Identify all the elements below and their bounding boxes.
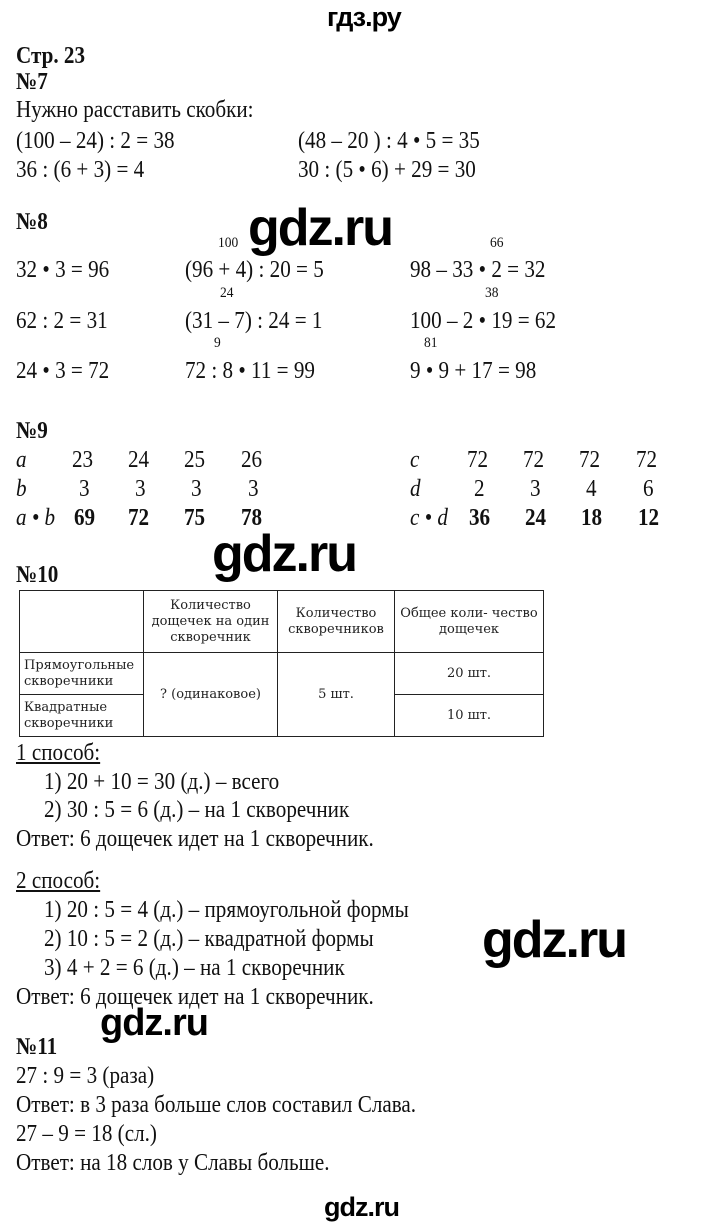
task8-expr: 24 • 3 = 72 [16, 358, 110, 384]
table-header-empty [20, 591, 144, 653]
table-row-label: Прямоугольные скворечники [20, 653, 144, 695]
watermark: gdz.ru [212, 525, 356, 583]
task9-cell: 23 [72, 447, 94, 473]
task8-note: 38 [485, 285, 499, 301]
watermark: gdz.ru [482, 911, 626, 969]
method1-step: 2) 30 : 5 = 6 (д.) – на 1 скворечник [44, 797, 350, 823]
method2-step: 3) 4 + 2 = 6 (д.) – на 1 скворечник [44, 955, 345, 981]
task9-result: 75 [184, 505, 206, 531]
task9-label-b: b [16, 476, 27, 502]
method1-answer: Ответ: 6 дощечек идет на 1 скворечник. [16, 826, 374, 852]
task11-line: 27 – 9 = 18 (сл.) [16, 1121, 157, 1147]
task11-answer: Ответ: в 3 раза больше слов составил Слава. [16, 1092, 417, 1118]
watermark: gdz.ru [100, 1002, 208, 1044]
watermark-top: гдз.ру [327, 2, 401, 32]
table-cell: ? (одинаковое) [144, 653, 278, 737]
task7-expr: 36 : (6 + 3) = 4 [16, 157, 145, 183]
task9-label-cd: c • d [410, 505, 448, 531]
method2-title: 2 способ: [16, 868, 101, 894]
task9-label-a: a [16, 447, 27, 473]
task9-cell: 72 [523, 447, 545, 473]
method1-step: 1) 20 + 10 = 30 (д.) – всего [44, 769, 280, 795]
task9-result: 18 [581, 505, 603, 531]
task8-expr: 62 : 2 = 31 [16, 308, 108, 334]
task9-cell: 72 [636, 447, 658, 473]
task11-line: 27 : 9 = 3 (раза) [16, 1063, 155, 1089]
task7-intro: Нужно расставить скобки: [16, 97, 254, 123]
task9-label-ab: a • b [16, 505, 56, 531]
task11-title: №11 [16, 1034, 58, 1060]
task8-expr: 72 : 8 • 11 = 99 [185, 358, 315, 384]
task9-cell: 6 [643, 476, 654, 502]
task8-expr: 100 – 2 • 19 = 62 [410, 308, 557, 334]
task8-expr: 98 – 33 • 2 = 32 [410, 257, 546, 283]
task8-expr: (96 + 4) : 20 = 5 [185, 257, 324, 283]
task9-result: 78 [241, 505, 263, 531]
birdhouse-table [19, 590, 544, 737]
task8-note: 24 [220, 285, 234, 301]
task8-note: 100 [218, 235, 239, 251]
task8-note: 66 [490, 235, 504, 251]
page-number: Стр. 23 [16, 43, 86, 69]
task9-cell: 26 [241, 447, 263, 473]
task9-result: 72 [128, 505, 150, 531]
task8-expr: 9 • 9 + 17 = 98 [410, 358, 537, 384]
task9-label-c: c [410, 447, 420, 473]
task9-cell: 3 [248, 476, 259, 502]
task11-answer: Ответ: на 18 слов у Славы больше. [16, 1150, 330, 1176]
task9-cell: 3 [191, 476, 202, 502]
method2-step: 1) 20 : 5 = 4 (д.) – прямоугольной формы [44, 897, 409, 923]
task9-cell: 72 [579, 447, 601, 473]
task9-result: 12 [638, 505, 660, 531]
task9-result: 36 [469, 505, 491, 531]
table-row-label: Квадратные скворечники [20, 695, 144, 737]
task9-cell: 2 [474, 476, 485, 502]
task9-label-d: d [410, 476, 421, 502]
task8-title: №8 [16, 209, 48, 235]
task9-result: 69 [74, 505, 96, 531]
task9-cell: 3 [530, 476, 541, 502]
task9-cell: 72 [467, 447, 489, 473]
table-header: Количество дощечек на один скворечник [144, 591, 278, 653]
watermark-bottom: gdz.ru [324, 1192, 399, 1222]
method2-answer: Ответ: 6 дощечек идет на 1 скворечник. [16, 984, 374, 1010]
task8-note: 81 [424, 335, 438, 351]
task7-expr: (100 – 24) : 2 = 38 [16, 128, 175, 154]
task10-title: №10 [16, 562, 59, 588]
task9-cell: 24 [128, 447, 150, 473]
task9-cell: 25 [184, 447, 206, 473]
table-cell: 10 шт. [395, 695, 544, 737]
watermark: gdz.ru [248, 199, 392, 257]
task9-result: 24 [525, 505, 547, 531]
table-cell: 5 шт. [278, 653, 395, 737]
table-cell: 20 шт. [395, 653, 544, 695]
task8-expr: (31 – 7) : 24 = 1 [185, 308, 323, 334]
task8-expr: 32 • 3 = 96 [16, 257, 110, 283]
task7-expr: (48 – 20 ) : 4 • 5 = 35 [298, 128, 480, 154]
task9-cell: 3 [135, 476, 146, 502]
task9-cell: 4 [586, 476, 597, 502]
task7-expr: 30 : (5 • 6) + 29 = 30 [298, 157, 476, 183]
table-header: Общее коли- чество дощечек [395, 591, 544, 653]
task9-title: №9 [16, 418, 48, 444]
method2-step: 2) 10 : 5 = 2 (д.) – квадратной формы [44, 926, 374, 952]
task7-title: №7 [16, 69, 48, 95]
method1-title: 1 способ: [16, 740, 101, 766]
task9-cell: 3 [79, 476, 90, 502]
table-header: Количество скворечников [278, 591, 395, 653]
task8-note: 9 [214, 335, 221, 351]
